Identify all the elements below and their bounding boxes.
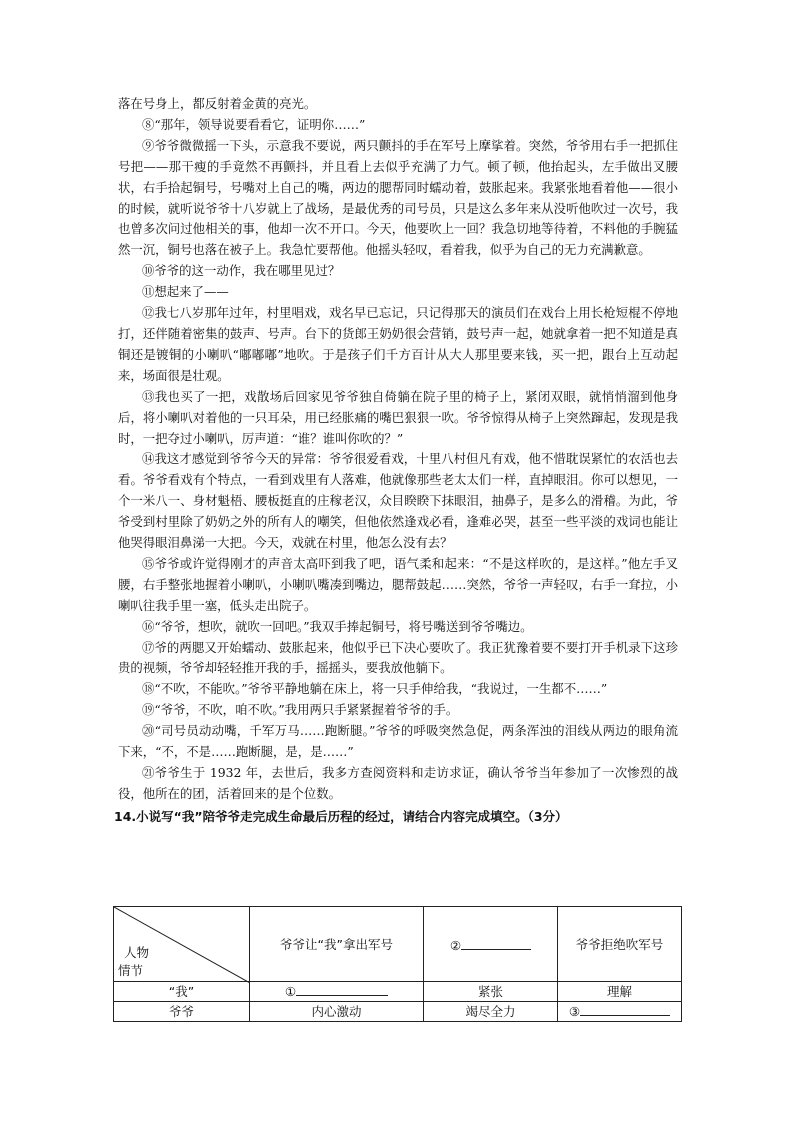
paragraph-12: ⑫我七八岁那年过年，村里唱戏，戏名早已忘记，只记得那天的演员们在戏台上用长枪短棍不停地打，还伴随着密集的鼓声、号声。台下的货郎王奶奶很会营销，鼓号声一起，她就拿着一把不知道是真铜还是镀铜的小喇叭“嘟嘟嘟”地吹。于是孩子们千方百计从大人那里要来钱，买一把，跟台上互动起来，场面很是壮观。 — [118, 305, 678, 383]
blank-label: ② — [449, 937, 462, 953]
question-14: 14.小说写“我”陪爷爷走完成生命最后历程的经过，请结合内容完成填空。（3分） — [114, 808, 568, 824]
paragraph-11: ⑪想起来了—— — [142, 284, 229, 300]
cell-me-2: 紧张 — [424, 982, 558, 1002]
header-cell-3: 爷爷拒绝吹军号 — [558, 907, 682, 982]
blank-label: ① — [284, 984, 297, 999]
table-corner-cell — [114, 907, 250, 982]
row-label-me: “我” — [114, 982, 250, 1002]
paragraph-10: ⑩爷爷的这一动作，我在哪里见过？ — [142, 263, 341, 279]
paragraph-19: ⑲“爷爷，不吹，咱不吹。”我用两只手紧紧握着爷爷的手。 — [142, 702, 459, 718]
cell-me-3: 理解 — [558, 982, 682, 1002]
paragraph-9: ⑨爷爷微微摇一下头，示意我不要说，两只颤抖的手在军号上摩挲着。突然，爷爷用右手一把抓住号把——那干瘦的手竟然不再颤抖，并且看上去似乎充满了力气。顿了顿，他抬起头，左手做出叉腰状，右手拾起铜号，号嘴对上自己的嘴，两边的腮帮同时蠕动着，鼓胀起来。我紧张地看着他——很小的时候，就听说爷爷十八岁就上了战场，是最优秀的司号员，只是这么多年来从没听他吹过一次号，我也曾多次问过他相关的事，他却一次不开口。今天，他要吹上一回？我急切地等待着，不料他的手腕猛然一沉，铜号也落在被子上。我急忙要帮他。他摇头轻叹，看着我，似乎为自己的无力充满歉意。 — [118, 137, 678, 258]
article-body — [114, 94, 678, 827]
answer-blank-2[interactable] — [461, 936, 531, 950]
corner-label-plot: 情节 — [118, 963, 144, 978]
cell-grandpa-2: 竭尽全力 — [424, 1002, 558, 1022]
paragraph-18: ⑱“不吹，不能吹。”爷爷平静地躺在床上，将一只手伸给我，“我说过，一生都不……” — [142, 681, 608, 697]
answer-blank-3[interactable] — [580, 1002, 670, 1016]
paragraph-20: ⑳“司号员动动嘴，千军万马……跑断腿。”爷爷的呼吸突然急促，两条浑浊的泪线从两边的眼角流下来，“不，不是……跑断腿，是，是……” — [118, 723, 678, 760]
answer-blank-1[interactable] — [296, 982, 388, 996]
header-cell-1: 爷爷让“我”拿出军号 — [250, 907, 424, 982]
cell-grandpa-1: 内心激动 — [250, 1002, 424, 1022]
answer-table — [113, 906, 682, 1022]
row-label-grandpa: 爷爷 — [114, 1002, 250, 1022]
paragraph-8: ⑧“那年，领导说要看看它，证明你……” — [142, 116, 366, 132]
paragraph-17: ⑰爷的两腮又开始蠕动、鼓胀起来，他似乎已下决心要吹了。我正犹豫着要不要打开手机录下这珍贵的视频，爷爷却轻轻推开我的手，摇摇头，要我放他躺下。 — [118, 639, 678, 676]
cell-me-1[interactable] — [250, 982, 424, 1002]
header-cell-2[interactable] — [424, 907, 558, 982]
paragraph-13: ⑬我也买了一把，戏散场后回家见爷爷独自倚躺在院子里的椅子上，紧闭双眼，就悄悄溜到他身后，将小喇叭对着他的一只耳朵，用已经胀痛的嘴巴狠狠一吹。爷爷惊得从椅子上突然蹿起，发现是我时，一把夺过小喇叭，厉声道：“谁？谁叫你吹的？” — [118, 388, 678, 446]
cell-grandpa-3[interactable] — [558, 1002, 682, 1022]
paragraph-0: 落在号身上，都反射着金黄的亮光。 — [118, 96, 317, 111]
paragraph-14: ⑭我这才感觉到爷爷今天的异常：爷爷很爱看戏，十里八村但凡有戏，他不惜耽误紧忙的农活也去看。爷爷看戏有个特点，一看到戏里有人落难，他就像那些老太太们一样，直掉眼泪。你可以想见，一个一米八一、身材魁梧、腰板挺直的庄稼老汉，众目睽睽下抹眼泪，抽鼻子，是多么的滑稽。为此，爷爷受到村里除了奶奶之外的所有人的嘲笑，但他依然逢戏必看，逢难必哭，甚至一些平淡的戏词也能让他哭得眼泪鼻涕一大把。今天，戏就在村里，他怎么没有去？ — [118, 451, 678, 551]
paragraph-21: ㉑爷爷生于 1932 年，去世后，我多方查阅资料和走访求证，确认爷爷当年参加了一次惨烈的战役，他所在的团，活着回来的是个位数。 — [118, 765, 678, 801]
blank-label: ③ — [568, 1004, 581, 1019]
paragraph-16: ⑯“爷爷，想吹，就吹一回吧。”我双手捧起铜号，将号嘴送到爷爷嘴边。 — [142, 618, 533, 634]
paragraph-15: ⑮爷爷或许觉得刚才的声音太高吓到我了吧，语气柔和起来：“不是这样吹的，是这样。”他左手叉腰，右手整张地握着小喇叭，小喇叭嘴凑到嘴边，腮帮鼓起……突然，爷爷一声轻叹，右手一耷拉，小喇叭往我手里一塞，低头走出院子。 — [118, 555, 678, 613]
corner-label-character: 人物 — [124, 945, 150, 960]
